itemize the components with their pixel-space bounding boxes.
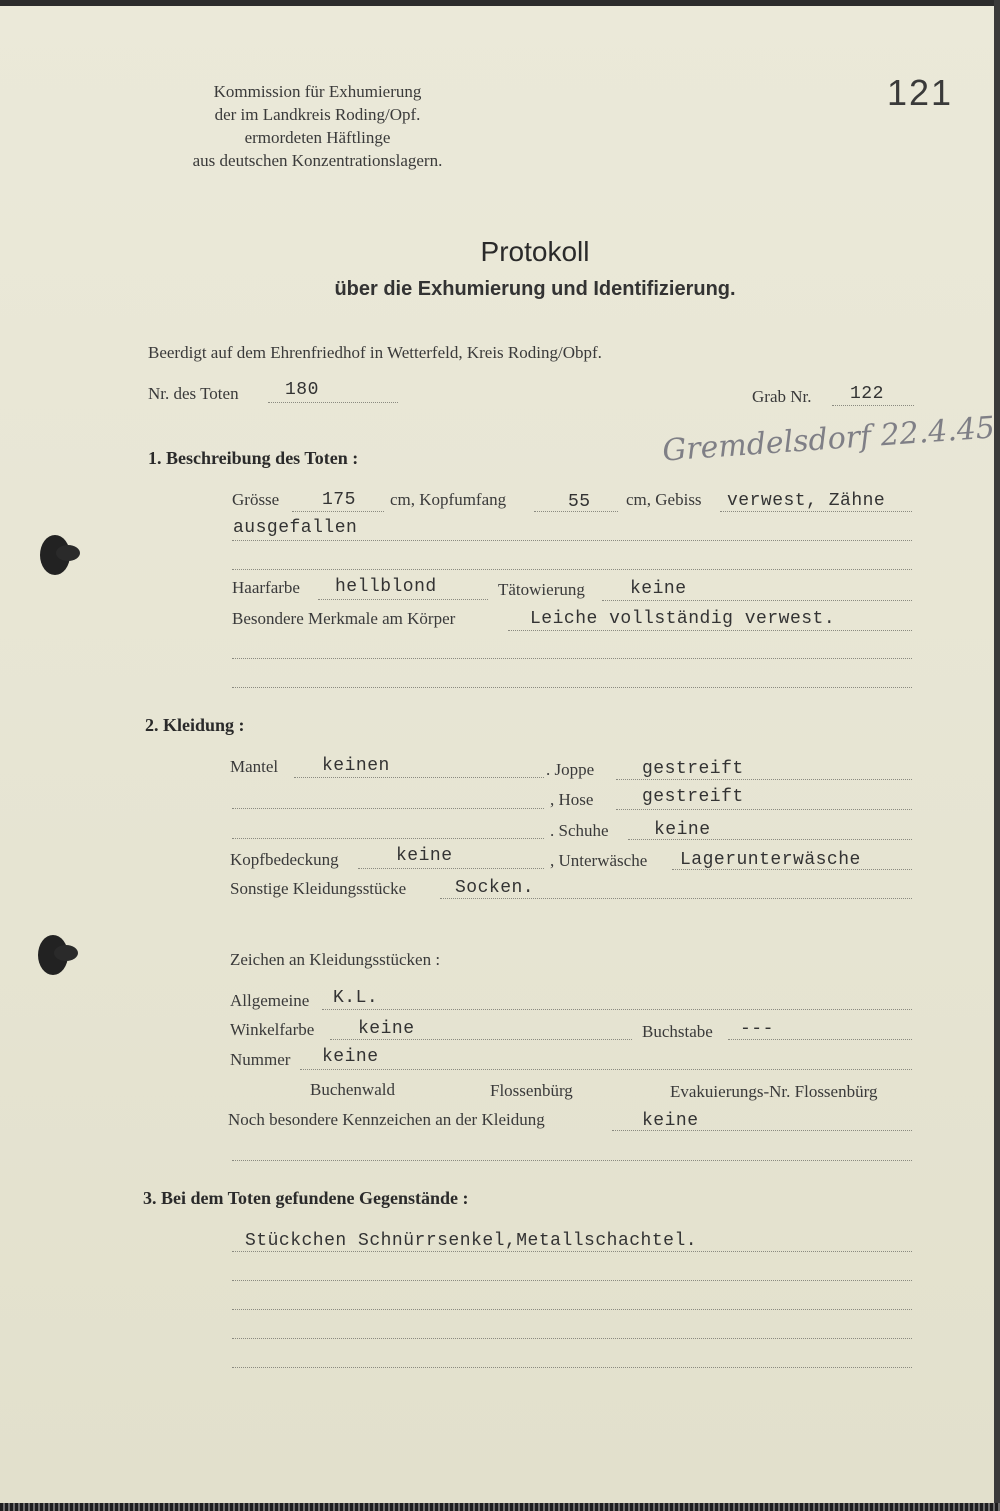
gegenstaende-value: Stückchen Schnürrsenkel,Metallschachtel.	[245, 1231, 698, 1251]
hose-left-dotline	[232, 808, 544, 809]
sonstige-dotline	[440, 898, 912, 899]
s2-dotline-end	[232, 1160, 912, 1161]
winkelfarbe-label: Winkelfarbe	[230, 1020, 315, 1039]
mantel-dotline	[294, 777, 544, 778]
schuhe-left-dotline	[232, 838, 544, 839]
sonstige-label: Sonstige Kleidungsstücke	[230, 879, 407, 898]
joppe-label: . Joppe	[546, 760, 595, 779]
hose-dotline	[616, 809, 912, 810]
besondere-dotline	[612, 1130, 912, 1131]
kopfumfang-label: cm, Kopfumfang	[390, 490, 507, 509]
s1-dotline-a	[232, 540, 912, 541]
joppe-value: gestreift	[642, 759, 744, 779]
s1-dotline-c	[232, 658, 912, 659]
haarfarbe-dotline	[318, 599, 488, 600]
camp-buchenwald: Buchenwald	[310, 1080, 395, 1099]
allgemeine-label: Allgemeine	[230, 991, 310, 1010]
buchstabe-label: Buchstabe	[642, 1022, 713, 1041]
kopfbedeckung-dotline	[358, 868, 544, 869]
s1-dotline-b	[232, 569, 912, 570]
unterwaesche-label: , Unterwäsche	[550, 851, 648, 870]
s3-dotline-c	[232, 1309, 912, 1310]
besondere-kennzeichen-value: keine	[642, 1111, 699, 1131]
commission-header	[150, 80, 485, 172]
section-2-heading: 2. Kleidung :	[145, 715, 245, 735]
buchstabe-dotline	[728, 1039, 912, 1040]
header-line-3: ermordeten Häftlinge	[244, 128, 391, 147]
handwritten-annotation: Gremdelsdorf 22.4.45	[661, 410, 997, 469]
sonstige-value: Socken.	[455, 878, 535, 898]
nummer-label: Nummer	[230, 1050, 291, 1069]
header-line-2: der im Landkreis Roding/Opf.	[214, 105, 421, 124]
winkelfarbe-dotline	[330, 1039, 632, 1040]
mantel-value: keinen	[322, 756, 390, 776]
s3-dotline-b	[232, 1280, 912, 1281]
nummer-value: keine	[322, 1047, 379, 1067]
schuhe-dotline	[628, 839, 912, 840]
grab-label: Grab Nr.	[752, 387, 812, 406]
winkelfarbe-value: keine	[358, 1019, 415, 1039]
nr-label: Nr. des Toten	[148, 384, 239, 403]
scan-edge-top	[0, 0, 1000, 6]
buchstabe-value: ---	[740, 1019, 774, 1039]
camp-flossenbuerg: Flossenbürg	[490, 1081, 573, 1100]
gebiss-continuation: ausgefallen	[233, 518, 358, 538]
zeichen-heading: Zeichen an Kleidungsstücken :	[230, 950, 441, 969]
unterwaesche-dotline	[672, 869, 912, 870]
burial-location: Beerdigt auf dem Ehrenfriedhof in Wetterfeld, Kreis Roding/Obpf.	[148, 343, 602, 362]
s3-dotline-e	[232, 1367, 912, 1368]
s3-dotline-a	[232, 1251, 912, 1252]
kopfumfang-dotline	[534, 511, 618, 512]
groesse-value: 175	[322, 490, 356, 510]
allgemeine-value: K.L.	[333, 988, 379, 1008]
joppe-dotline	[616, 779, 912, 780]
punch-hole-top	[40, 535, 70, 575]
kopfumfang-value: 55	[568, 492, 591, 512]
taetowierung-label: Tätowierung	[498, 580, 585, 599]
evakuierungs-nr: Evakuierungs-Nr. Flossenbürg	[670, 1082, 878, 1101]
nummer-dotline	[300, 1069, 912, 1070]
scan-edge-bottom	[0, 1503, 1000, 1511]
hose-label: , Hose	[550, 790, 594, 809]
scan-edge-right	[994, 0, 1000, 1511]
kopfbedeckung-label: Kopfbedeckung	[230, 850, 339, 869]
taetowierung-dotline	[602, 600, 912, 601]
grab-value: 122	[850, 384, 884, 404]
grab-dotline	[832, 405, 914, 406]
nr-value: 180	[285, 380, 319, 400]
section-1-heading: 1. Beschreibung des Toten :	[148, 448, 359, 468]
kopfbedeckung-value: keine	[396, 846, 453, 866]
punch-hole-bottom	[38, 935, 68, 975]
besondere-kennzeichen-label: Noch besondere Kennzeichen an der Kleidung	[228, 1110, 545, 1129]
haarfarbe-label: Haarfarbe	[232, 578, 300, 597]
gebiss-value: verwest, Zähne	[727, 491, 886, 511]
header-line-4: aus deutschen Konzentrationslagern.	[192, 151, 443, 170]
hose-value: gestreift	[642, 787, 744, 807]
section-3-heading: 3. Bei dem Toten gefundene Gegenstände :	[143, 1188, 469, 1208]
taetowierung-value: keine	[630, 579, 687, 599]
haarfarbe-value: hellblond	[335, 577, 437, 597]
merkmale-label: Besondere Merkmale am Körper	[232, 609, 456, 628]
merkmale-value: Leiche vollständig verwest.	[530, 609, 836, 629]
schuhe-label: . Schuhe	[550, 821, 609, 840]
allgemeine-dotline	[322, 1009, 912, 1010]
header-line-1: Kommission für Exhumierung	[213, 82, 422, 101]
page-subtitle: über die Exhumierung und Identifizierung.	[334, 278, 736, 300]
gebiss-dotline	[720, 511, 912, 512]
schuhe-value: keine	[654, 820, 711, 840]
mantel-label: Mantel	[230, 757, 279, 776]
groesse-dotline	[292, 511, 384, 512]
page-title: Protokoll	[480, 236, 590, 267]
nr-dotline	[268, 402, 398, 403]
merkmale-dotline	[508, 630, 912, 631]
unterwaesche-value: Lagerunterwäsche	[680, 850, 861, 870]
s1-dotline-d	[232, 687, 912, 688]
gebiss-label: cm, Gebiss	[626, 490, 702, 509]
groesse-label: Grösse	[232, 490, 280, 509]
s3-dotline-d	[232, 1338, 912, 1339]
page-number: 121	[887, 72, 954, 113]
